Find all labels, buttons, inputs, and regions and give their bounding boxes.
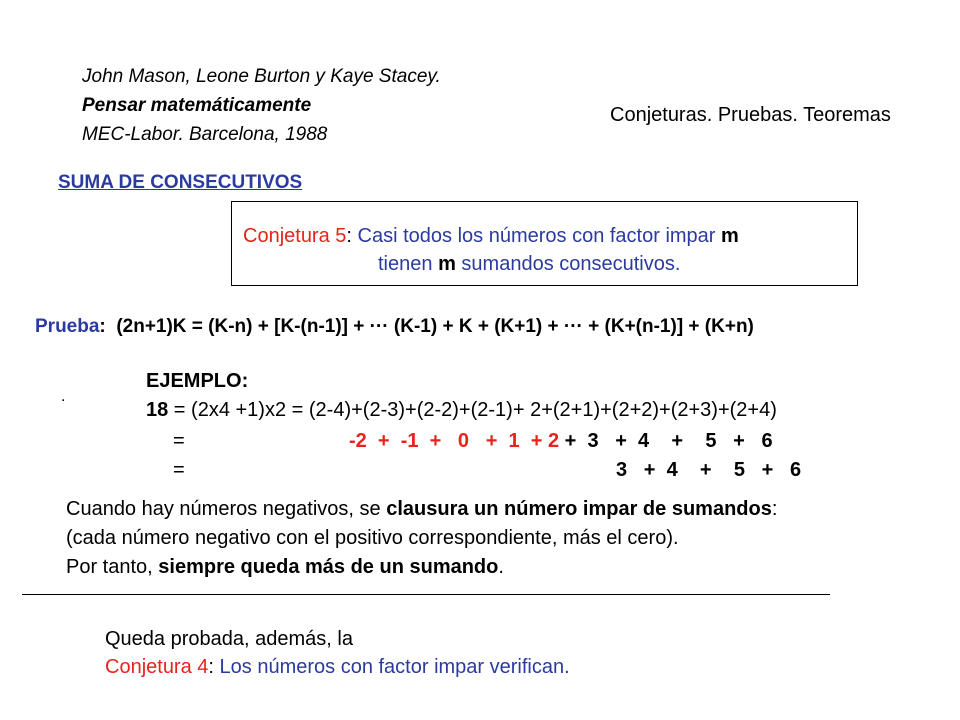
conclusion-line2: [105, 656, 570, 679]
proof-formula: (2n+1)K = (K-n) + [K-(n-1)] + ··· (K-1) + K + (K+1) + ··· + (K+(n-1)] + (K+n): [116, 316, 754, 337]
proof-label: Prueba: [35, 316, 100, 337]
example-line2: [349, 430, 773, 453]
example-eq-3: =: [173, 459, 185, 481]
example-line3: 3 + 4 + 5 + 6: [616, 459, 802, 481]
example-eq-2: =: [173, 430, 185, 452]
conjecture-5-m1: m: [721, 225, 739, 247]
example-line1: [146, 399, 777, 422]
example-line1-rest: = (2x4 +1)x2 = (2-4)+(2-3)+(2-2)+(2-1)+ 2+(2+1)+(2+2)+(2+3)+(2+4): [168, 399, 777, 421]
conclusion-line1: Queda probada, además, la: [105, 628, 353, 650]
reference-authors: John Mason, Leone Burton y Kaye Stacey.: [82, 66, 441, 87]
example-title: EJEMPLO:: [146, 370, 249, 392]
conjecture-5-text1: Casi todos los números con factor impar: [351, 225, 722, 247]
explanation-line2: (cada número negativo con el positivo correspondiente, más el cero).: [66, 527, 679, 549]
conjecture-5-m2: m: [438, 253, 456, 275]
explanation-l1b: clausura un número impar de sumandos: [386, 498, 772, 520]
conjecture-5-text3: sumandos consecutivos.: [455, 253, 681, 275]
example-line2-red: -2 + -1 + 0 + 1 + 2: [349, 430, 560, 452]
explanation-line3: [66, 556, 504, 579]
reference-publisher: MEC-Labor. Barcelona, 1988: [82, 124, 328, 145]
conjecture-5-colon: :: [346, 225, 352, 247]
explanation-l3c: .: [498, 556, 504, 578]
explanation-l3a: Por tanto,: [66, 556, 159, 578]
conjecture-5-label: Conjetura 5: [243, 225, 347, 247]
explanation-l1c: :: [771, 498, 778, 520]
conjecture-5-text2: tienen: [378, 253, 439, 275]
example-number: 18: [146, 399, 169, 421]
explanation-l3b: siempre queda más de un sumando: [158, 556, 499, 578]
conjecture-4-label: Conjetura 4: [105, 656, 209, 678]
conjecture-5-line2: [378, 253, 680, 276]
stray-dot: .: [61, 388, 66, 405]
proof-line: [35, 316, 754, 338]
explanation-l1a: Cuando hay números negativos, se: [66, 498, 387, 520]
conjecture-4-colon: :: [208, 656, 214, 678]
example-line2-black: + 3 + 4 + 5 + 6: [559, 430, 773, 452]
section-title: SUMA DE CONSECUTIVOS: [58, 172, 303, 193]
proof-colon: :: [99, 316, 106, 337]
topic-heading: Conjeturas. Pruebas. Teoremas: [610, 104, 891, 126]
conjecture-4-text: Los números con factor impar verifican.: [213, 656, 570, 678]
explanation-line1: [66, 498, 777, 521]
conjecture-5-line1: [243, 225, 739, 248]
reference-title: Pensar matemáticamente: [82, 95, 312, 116]
divider: [22, 594, 830, 595]
